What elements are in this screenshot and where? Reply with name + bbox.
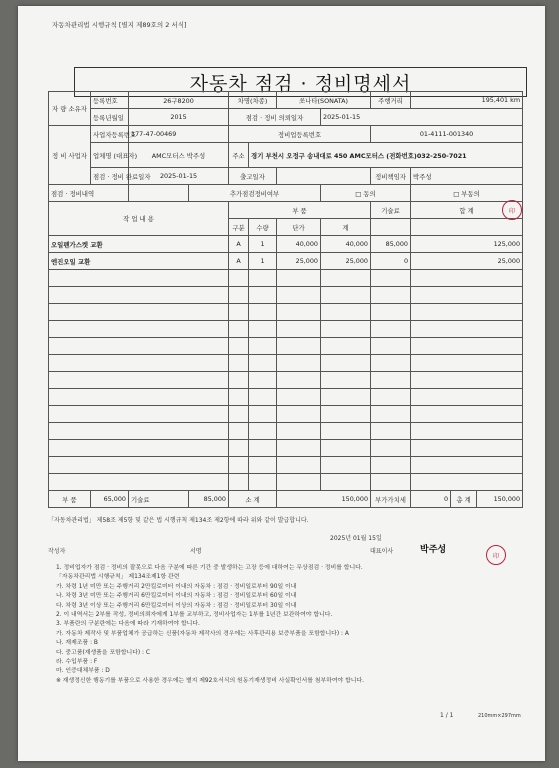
reg-year-value: 2015	[129, 109, 229, 126]
table-row-blank	[49, 423, 523, 440]
grand-total-label: 총 계	[451, 491, 477, 508]
subtotal-label: 소 계	[229, 491, 277, 508]
car-name-value: 쏘나타(SONATA)	[277, 92, 371, 109]
note-line: 「자동차관리법 시행규칙」 제134조제1항 관련	[56, 574, 180, 581]
col-total: 합 계	[411, 202, 523, 219]
author-label: 작성자	[48, 548, 66, 555]
company-value: AMC모터스 박주성	[129, 143, 229, 168]
shop-reg-label: 정비업등록번호	[229, 126, 371, 143]
work-list-label: 점검 · 정비내역	[49, 185, 129, 202]
issue-date: 2025년 01월 15일	[330, 535, 382, 542]
seal-stamp-side: 印	[502, 200, 522, 220]
item-qty: 1	[249, 236, 277, 253]
reg-no-value: 26구8200	[129, 92, 229, 109]
table-row	[49, 236, 523, 253]
reg-no-label: 등록번호	[91, 92, 129, 109]
table-row-blank	[49, 270, 523, 287]
inspection-date-label: 점검 · 정비 의뢰일자	[229, 109, 321, 126]
table-row-blank	[49, 372, 523, 389]
page-number: 1 / 1	[440, 712, 454, 719]
col-work-content: 작 업 내 용	[49, 202, 229, 236]
subtotal-value: 150,000	[277, 491, 371, 508]
mileage-label: 주행거리	[371, 92, 411, 109]
vat-label: 부가가치세	[371, 491, 411, 508]
note-line: 1. 정비업자가 점검 · 정비의 잘못으로 다음 구분에 따른 기간 중 발생하는 고장 등에 대하여는 무상점검 · 정비를 합니다.	[56, 565, 363, 571]
form-header-note: 자동차관리법 시행규칙 [별지 제89호의 2 서식]	[52, 21, 187, 29]
rule-statement: 「자동차관리법」 제58조 제5항 및 같은 법 시행규칙 제134조 제2항에 따라 위와 같이 발급합니다.	[48, 517, 309, 524]
document-title: 자동차 점검 · 정비명세서	[74, 67, 527, 97]
address-label: 주소	[229, 143, 249, 168]
parts-sum-label: 부 품	[49, 491, 91, 508]
parts-sum-value: 65,000	[91, 491, 129, 508]
notes-block	[56, 564, 506, 686]
col-qty: 수량	[249, 219, 277, 236]
representative-label: 대표이사	[370, 548, 394, 555]
item-qty: 1	[249, 253, 277, 270]
car-name-label: 차명(차종)	[229, 92, 277, 109]
table-row-blank	[49, 389, 523, 406]
item-type: A	[229, 236, 249, 253]
company-label: 업체명 (대표자)	[91, 143, 129, 168]
grand-total-value: 150,000	[477, 491, 523, 508]
biz-no-value: 177-47-00469	[129, 126, 229, 143]
item-labor: 0	[371, 253, 411, 270]
table-row-blank	[49, 406, 523, 423]
col-labor: 기술료	[371, 202, 411, 219]
item-name: 오일펜가스켓 교환	[49, 236, 229, 253]
item-unit: 25,000	[277, 253, 321, 270]
inspection-form-table	[48, 91, 523, 508]
table-row-blank	[49, 457, 523, 474]
release-date-label: 출고일자	[229, 168, 277, 185]
item-labor: 85,000	[371, 236, 411, 253]
item-type: A	[229, 253, 249, 270]
signature-label: 서명	[190, 548, 202, 555]
labor-sum-value: 85,000	[189, 491, 229, 508]
note-line: 다. 차령 3년 이상 또는 주행거리 6만킬로미터 이상의 자동차 : 점검 · 정비일로부터 30일 이내	[56, 602, 297, 609]
table-row-blank	[49, 321, 523, 338]
mileage-value: 195,401 km	[411, 92, 523, 109]
item-sum: 40,000	[321, 236, 371, 253]
table-row-blank	[49, 355, 523, 372]
col-type: 구분	[229, 219, 249, 236]
address-value: 경기 부천시 오정구 송내대로 450 AMC모터스 (전화번호)032-250-7021	[249, 143, 523, 168]
table-row-blank	[49, 440, 523, 457]
item-total: 125,000	[411, 236, 523, 253]
seal-stamp: 印	[486, 545, 506, 565]
col-unit: 단가	[277, 219, 321, 236]
labor-sum-label: 기술료	[129, 491, 189, 508]
paper-size: 210mm×297mm	[478, 713, 521, 719]
biz-no-label: 사업자등록번호	[91, 126, 129, 143]
table-row	[49, 253, 523, 270]
business-label: 정 비 사업자	[49, 126, 91, 185]
item-name: 엔진오일 교환	[49, 253, 229, 270]
note-line: 가. 차령 1년 미만 또는 주행거리 2만킬로미터 이내의 자동차 : 점검 · 정비일로부터 90일 이내	[56, 583, 297, 590]
note-line: 가. 자동차 제작사 및 부품업체가 공급하는 신품(자동차 제작사의 경우에는 사후관리용 보증부품을 포함합니다) : A	[56, 630, 349, 637]
note-line: 마. 인증대체부품 : D	[56, 668, 110, 675]
reg-year-label: 등록년월일	[91, 109, 129, 126]
col-sum: 계	[321, 219, 371, 236]
note-line: 라. 수입부품 : F	[56, 659, 98, 666]
note-line: 나. 차령 3년 미만 또는 주행거리 6만킬로미터 이내의 자동차 : 점검 · 정비일로부터 60일 이내	[56, 593, 297, 600]
completion-date-value: 2025-01-15	[129, 168, 229, 185]
release-date-value	[277, 168, 371, 185]
consent-disagree[interactable]: □ 부동의	[411, 185, 523, 202]
col-parts: 부 품	[229, 202, 371, 219]
mechanic-label: 정비책임자	[371, 168, 411, 185]
table-row-blank	[49, 304, 523, 321]
note-line: 나. 재제조품 : B	[56, 640, 98, 647]
note-line: ※ 재생정신한 행동기를 부품으로 사용한 경우에는 별지 제92호서식의 원동기재생정비 사실확인서를 첨부하여야 합니다.	[56, 677, 365, 684]
representative-name: 박주성	[420, 545, 447, 555]
inspection-date-value: 2025-01-15	[321, 109, 523, 126]
completion-date-label: 점검 · 정비 완료일자	[91, 168, 129, 185]
vehicle-owner-label: 자 량 소유자	[49, 92, 91, 126]
note-line: 2. 이 내역서는 2부를 작성, 정비의뢰자에게 1부를 교부하고, 정비사업자는 1부를 1년간 보관하여야 합니다.	[56, 612, 333, 619]
table-row-blank	[49, 287, 523, 304]
extra-work-label: 추가점검정비여부	[189, 185, 321, 202]
table-row-blank	[49, 338, 523, 355]
vat-value: 0	[411, 491, 451, 508]
item-unit: 40,000	[277, 236, 321, 253]
table-row-blank	[49, 474, 523, 491]
item-sum: 25,000	[321, 253, 371, 270]
consent-agree[interactable]: □ 동의	[321, 185, 411, 202]
mechanic-name: 박주성	[411, 168, 523, 185]
note-line: 다. 중고품(재생품을 포함합니다) : C	[56, 649, 151, 656]
shop-reg-value: 01-4111-001340	[371, 126, 523, 143]
item-total: 25,000	[411, 253, 523, 270]
note-line: 3. 부품란의 구분란에는 다음에 따라 기재하여야 합니다.	[56, 621, 200, 628]
